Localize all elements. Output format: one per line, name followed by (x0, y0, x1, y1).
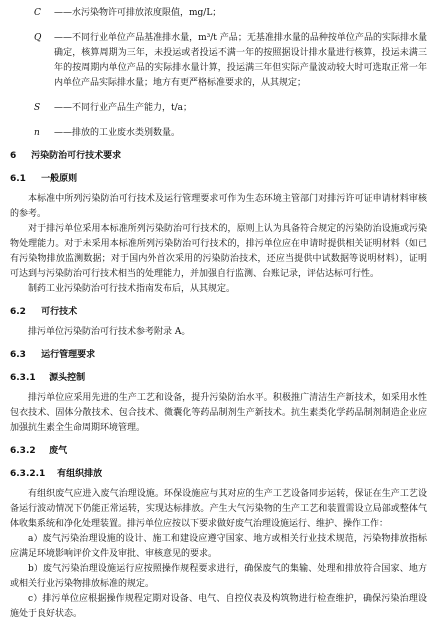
section-number: 6 (10, 151, 17, 161)
section-title: 源头控制 (49, 373, 86, 383)
paragraph-organized-a: a）废气污染治理设施的设计、施工和建设应遵守国家、地方或相关行业技术规范，污染物排放指标应满足环境影响评价文件及审批、审核意见的要求。 (10, 534, 427, 559)
section-number: 6.3.1 (10, 373, 36, 383)
spacer (10, 116, 427, 126)
spacer (10, 91, 427, 101)
definition-symbol: C (34, 8, 41, 18)
section-heading-6-3-2-1 (10, 467, 427, 482)
section-title: 运行管理要求 (41, 350, 96, 360)
section-heading-6-3 (10, 348, 427, 363)
section-title: 污染防治可行技术要求 (31, 151, 122, 161)
section-heading-6-3-2 (10, 444, 427, 459)
definition-text: ——水污染物许可排放浓度限值，mg/L； (54, 8, 222, 18)
paragraph-general-3: 制药工业污染防治可行技术指南发布后，从其规定。 (28, 284, 236, 294)
definition-text: ——不同行业单位产品基准排水量，m³/t 产品；无基准排水量的品种按单位产品的实际排水量确定，核算周期为三年，未投运或者投运不满一年的按照据设计排水量进行核算，投运未满三年的按周期内单位产品的实际排水量计算，投运满三年但实际产量波动较大时可选取正常一年内单位产品实际排水量；地方有更严格标准要求的，从其规定； (54, 33, 427, 88)
paragraph-general-2: 对于排污单位采用本标准所列污染防治可行技术的，原则上认为具备符合规定的污染防治设施或污染物处理能力。对于未采用本标准所列污染防治可行技术的，排污单位应在申请时提供相关证明材料（如已有污染物排放监测数据；对于国内外首次采用的污染防治技术，还应当提供中试数据等说明材料），证明可达到与污染防治可行技术相当的处理能力，并加强自行监测、台账记录，评估达标可行性。 (10, 224, 427, 279)
paragraph-organized-1: 有组织废气应进入废气治理设施。环保设施应与其对应的生产工艺设备同步运转，保证在生产工艺设备运行波动情况下仍能正常运转，实现达标排放。产生大气污染物的生产工艺和装置需设立局部或整体气体收集系统和净化处理装置。排污单位应按以下要求做好废气治理设施运行、维护、操作工作： (10, 489, 427, 529)
section-number: 6.3.2 (10, 446, 36, 456)
definition-q (34, 31, 427, 91)
paragraph-general-1: 本标准中所列污染防治可行技术及运行管理要求可作为生态环境主管部门对排污许可证申请材料审核的参考。 (10, 194, 427, 219)
definition-text: ——排放的工业废水类别数量。 (54, 128, 181, 138)
paragraph-feasible-1: 排污单位污染防治可行技术参考附录 A。 (28, 327, 191, 337)
section-heading-6-3-1 (10, 371, 427, 386)
definition-n (34, 126, 427, 141)
definition-s (34, 101, 427, 116)
paragraph-source-1: 排污单位应采用先进的生产工艺和设备，提升污染防治水平。积极推广清洁生产新技术，如采用水性包衣技术、固体分散技术、包合技术、微囊化等药品制剂生产新技术。抗生素类化学药品制剂制造企业应加强抗生素全生命周期环境管理。 (10, 393, 427, 433)
definition-symbol: Q (34, 33, 42, 43)
section-title: 有组织排放 (57, 469, 103, 479)
paragraph-organized-b: b）废气污染治理设施运行应按照操作规程要求进行，确保废气的集输、处理和排放符合国家、地方或相关行业污染物排放标准的规定。 (10, 564, 427, 589)
definition-text: ——不同行业产品生产能力，t/a； (54, 103, 193, 113)
spacer (10, 21, 427, 31)
definition-symbol: S (34, 103, 41, 113)
definition-symbol: n (34, 128, 40, 138)
section-title: 可行技术 (41, 307, 78, 317)
section-title: 废气 (49, 446, 68, 456)
definition-c (34, 6, 427, 21)
section-heading-6-1 (10, 172, 427, 187)
paragraph-organized-c: c）排污单位应根据操作规程定期对设备、电气、自控仪表及构筑物进行检查维护，确保污染治理设施处于良好状态。 (10, 594, 427, 619)
section-number: 6.1 (10, 174, 26, 184)
section-title: 一般原则 (41, 174, 78, 184)
section-number: 6.2 (10, 307, 26, 317)
section-heading-6-2 (10, 305, 427, 320)
section-number: 6.3.2.1 (10, 469, 46, 479)
section-number: 6.3 (10, 350, 26, 360)
section-heading-6 (10, 149, 427, 164)
